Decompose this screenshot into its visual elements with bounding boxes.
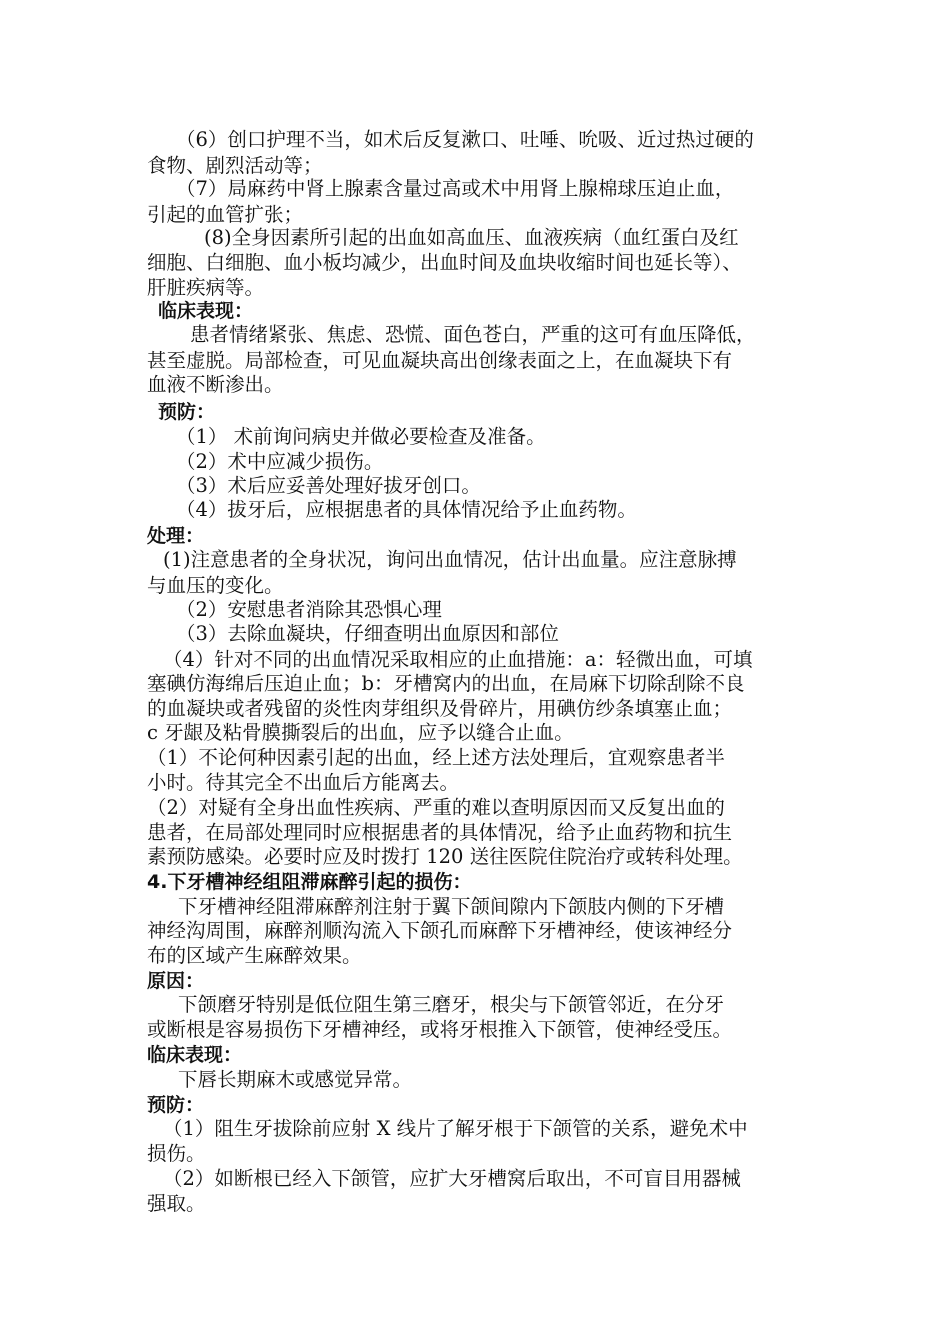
text-line: （2）安慰患者消除其恐惧心理 — [176, 598, 442, 621]
text-line: 与血压的变化。 — [147, 574, 284, 597]
text-line: 细胞、白细胞、血小板均减少，出血时间及血块收缩时间也延长等）、 — [147, 251, 742, 274]
text-line: （1）不论何种因素引起的出血，经上述方法处理后，宜观察患者半 — [147, 746, 725, 769]
text-line: （1） 术前询问病史并做必要检查及准备。 — [176, 425, 546, 448]
text-line: （3）术后应妥善处理好拔牙创口。 — [176, 474, 481, 497]
text-line: 布的区域产生麻醉效果。 — [147, 944, 362, 967]
text-line: 患者，在局部处理同时应根据患者的具体情况，给予止血药物和抗生 — [147, 821, 733, 844]
text-line: 下牙槽神经阻滞麻醉剂注射于翼下颌间隙内下颌肢内侧的下牙槽 — [178, 895, 725, 918]
text-line: （2）如断根已经入下颌管，应扩大牙槽窝后取出，不可盲目用器械 — [163, 1167, 741, 1190]
text-line: 引起的血管扩张； — [147, 203, 304, 226]
text-line: （2）术中应减少损伤。 — [176, 450, 384, 473]
text-line: （3）去除血凝块，仔细查明出血原因和部位 — [176, 622, 559, 645]
text-line: 食物、剧烈活动等； — [147, 154, 323, 177]
text-line: (1)注意患者的全身状况，询问出血情况，估计出血量。应注意脉搏 — [163, 548, 737, 571]
text-line: 下唇长期麻木或感觉异常。 — [178, 1068, 413, 1091]
text-line: （4）拔牙后，应根据患者的具体情况给予止血药物。 — [176, 498, 637, 521]
text-line: 或断根是容易损伤下牙槽神经，或将牙根推入下颌管，使神经受压。 — [147, 1018, 733, 1041]
text-line: 的血凝块或者残留的炎性肉芽组织及骨碎片，用碘仿纱条填塞止血； — [147, 697, 733, 720]
text-line: （2）对疑有全身出血性疾病、严重的难以查明原因而又反复出血的 — [147, 796, 725, 819]
text-line: (8)全身因素所引起的出血如高血压、血液疾病（血红蛋白及红 — [204, 226, 739, 249]
text-line: （1）阻生牙拔除前应射 X 线片了解牙根于下颌管的关系，避免术中 — [163, 1117, 748, 1140]
text-line: （6）创口护理不当，如术后反复漱口、吐唾、吮吸、近过热过硬的 — [176, 128, 754, 151]
text-line: 小时。待其完全不出血后方能离去。 — [147, 771, 460, 794]
text-line: 损伤。 — [147, 1142, 206, 1165]
text-line: （7）局麻药中肾上腺素含量过高或术中用肾上腺棉球压迫止血， — [176, 177, 735, 200]
text-line: 神经沟周围，麻醉剂顺沟流入下颌孔而麻醉下牙槽神经，使该神经分 — [147, 919, 733, 942]
text-line: （4）针对不同的出血情况采取相应的止血措施：a：轻微出血，可填 — [163, 648, 753, 671]
section-heading: 原因： — [147, 970, 205, 992]
text-line: 血液不断渗出。 — [147, 373, 284, 396]
section-heading: 4.下牙槽神经组阻滞麻醉引起的损伤： — [147, 871, 472, 893]
text-line: 塞碘仿海绵后压迫止血；b：牙槽窝内的出血，在局麻下切除刮除不良 — [147, 672, 745, 695]
section-heading: 临床表现： — [158, 300, 254, 322]
section-heading: 预防： — [147, 1094, 205, 1116]
section-heading: 临床表现： — [147, 1044, 243, 1066]
text-line: 甚至虚脱。局部检查，可见血凝块高出创缘表面之上，在血凝块下有 — [147, 349, 733, 372]
text-line: 强取。 — [147, 1192, 206, 1215]
text-line: 肝脏疾病等。 — [147, 276, 265, 299]
text-line: 素预防感染。必要时应及时拨打 120 送往医院住院治疗或转科处理。 — [147, 845, 743, 868]
section-heading: 处理： — [147, 525, 205, 547]
text-line: 下颌磨牙特别是低位阻生第三磨牙，根尖与下颌管邻近，在分牙 — [178, 993, 725, 1016]
text-line: 患者情绪紧张、焦虑、恐慌、面色苍白，严重的这可有血压降低， — [190, 323, 756, 346]
text-line: c 牙龈及粘骨膜撕裂后的出血，应予以缝合止血。 — [147, 721, 574, 744]
section-heading: 预防： — [158, 401, 216, 423]
